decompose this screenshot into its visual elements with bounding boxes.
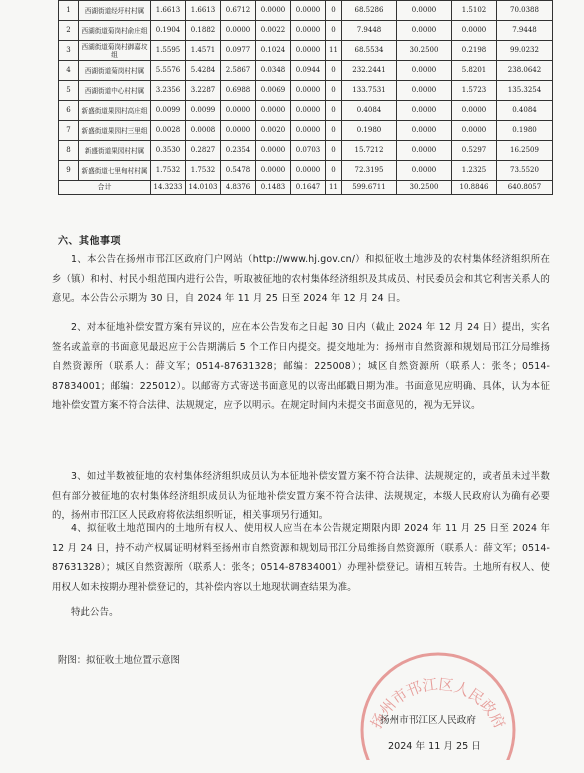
signature-date: 2024 年 11 月 25 日 [388, 741, 481, 752]
table-cell: 0.0000 [397, 81, 452, 101]
table-cell: 0.1980 [342, 121, 397, 141]
table-cell: 5.8201 [452, 61, 497, 81]
table-cell: 0.1882 [186, 21, 221, 41]
paragraph-4: 4、拟征收土地范围内的土地所有权人、使用权人应当在本公告规定期限内即 2024 年 11 月 25 日至 2024 年 12 月 24 日，持不动产权属证明材料至扬州市自然资源和规划局邗江分局维扬自然资源所（联系人：薛文军；0514-87631328）；城区自然资源所（联系人：张冬；0514-87834001）办理补偿登记。请相互转告。土地所有权人、使用权人如未按期办理补偿登记的，其补偿内容以土地现状调查结果为准。 [52, 523, 550, 593]
table-cell: 0.0028 [151, 121, 186, 141]
compensation-table [58, 0, 553, 195]
table-cell: 0.0000 [256, 141, 291, 161]
table-cell: 3.2356 [151, 81, 186, 101]
table-cell: 599.6711 [342, 181, 397, 195]
table-cell: 0 [326, 1, 342, 21]
table-cell: 0 [326, 141, 342, 161]
table-cell: 68.5286 [342, 1, 397, 21]
table-cell: 30.2500 [397, 181, 452, 195]
table-cell: 0.2198 [452, 41, 497, 61]
table-cell: 0.0008 [186, 121, 221, 141]
table-cell: 99.0232 [497, 41, 553, 61]
table-cell: 15.7212 [342, 141, 397, 161]
table-cell: 0.0000 [291, 161, 326, 181]
table-cell: 11 [326, 181, 342, 195]
table-cell: 0.0000 [397, 61, 452, 81]
table-cell: 0.0000 [291, 121, 326, 141]
table-cell: 0 [326, 21, 342, 41]
paragraph-3: 3、如过半数被征地的农村集体经济组织成员认为本征地补偿安置方案不符合法律、法规规定的，或者虽未过半数但有部分被征地的农村集体经济组织成员认为征地补偿安置方案不符合法律、法规规定，本级人民政府认为确有必要的，扬州市邗江区人民政府将依法组织听证，相关事项另行通知。 [52, 471, 550, 521]
table-cell: 0.1980 [497, 121, 553, 141]
signature-organization: 扬州市邗江区人民政府 [380, 715, 476, 726]
table-cell-location: 新盛街道果园村村属 [79, 141, 151, 161]
table-cell: 10.8846 [452, 181, 497, 195]
table-cell: 7.9448 [342, 21, 397, 41]
table-cell: 0.1647 [291, 181, 326, 195]
table-cell: 3 [59, 41, 79, 61]
table-cell: 0.1483 [256, 181, 291, 195]
table-cell: 14.3233 [151, 181, 186, 195]
paragraph-5: 特此公告。 [71, 607, 119, 618]
table-cell: 0.4084 [497, 101, 553, 121]
table-cell: 0.0000 [221, 121, 256, 141]
table-cell: 1.4571 [186, 41, 221, 61]
table-cell: 0.1904 [151, 21, 186, 41]
table-cell: 0.6712 [221, 1, 256, 21]
table-cell: 640.8057 [497, 181, 553, 195]
table-cell: 11 [326, 41, 342, 61]
table-cell: 0.0000 [256, 101, 291, 121]
table-cell: 0.0000 [397, 21, 452, 41]
table-cell: 232.2441 [342, 61, 397, 81]
table-cell: 0.0069 [256, 81, 291, 101]
table-cell: 0.0000 [291, 41, 326, 61]
table-cell-location: 西湖街道菊岗村俞庄组 [79, 21, 151, 41]
table-cell: 0.0944 [291, 61, 326, 81]
table-row [59, 161, 553, 181]
table-cell: 238.0642 [497, 61, 553, 81]
table-cell: 0 [326, 161, 342, 181]
table-cell-location: 西湖街道中心村村属 [79, 81, 151, 101]
table-cell: 2 [59, 21, 79, 41]
table-cell: 1 [59, 1, 79, 21]
table-total-label: 合计 [59, 181, 151, 195]
table-cell: 0 [326, 61, 342, 81]
table-row [59, 141, 553, 161]
table-cell: 0.0000 [291, 81, 326, 101]
table-cell: 0.0000 [291, 1, 326, 21]
table-cell: 0.0000 [291, 21, 326, 41]
table-row [59, 101, 553, 121]
table-cell: 1.6613 [151, 1, 186, 21]
seal-text: 扬州市邗江区人民政府 [367, 675, 509, 732]
table-cell: 0.0000 [452, 101, 497, 121]
table-cell: 73.5520 [497, 161, 553, 181]
table-cell: 9 [59, 161, 79, 181]
table-cell: 0 [326, 101, 342, 121]
table-cell: 1.6613 [186, 1, 221, 21]
table-cell: 3.2287 [186, 81, 221, 101]
table-cell: 0.0000 [256, 161, 291, 181]
table-cell: 135.3254 [497, 81, 553, 101]
table-cell: 1.5102 [452, 1, 497, 21]
table-cell: 6 [59, 101, 79, 121]
compensation-table-wrapper [58, 0, 552, 195]
table-cell-location: 新盛街道果园村高庄组 [79, 101, 151, 121]
table-cell: 5.5576 [151, 61, 186, 81]
table-cell: 0.2354 [221, 141, 256, 161]
table-cell: 0.0000 [452, 21, 497, 41]
table-total-row [59, 181, 553, 195]
table-cell-location: 新盛街道果园村三里组 [79, 121, 151, 141]
table-cell: 4 [59, 61, 79, 81]
table-cell: 7 [59, 121, 79, 141]
table-cell-location: 西湖街道经圩村村属 [79, 1, 151, 21]
section-heading: 六、其他事项 [58, 236, 121, 247]
table-cell: 0.0977 [221, 41, 256, 61]
table-cell: 0.0020 [256, 121, 291, 141]
table-cell: 70.0388 [497, 1, 553, 21]
table-cell: 0.0022 [256, 21, 291, 41]
table-cell-location: 西湖街道菊岗村御嘉坟组 [79, 41, 151, 61]
attachment-note: 附图：拟征收土地位置示意图 [58, 655, 180, 666]
table-row [59, 121, 553, 141]
table-cell: 0.0000 [397, 121, 452, 141]
table-cell-location: 西湖街道菊岗村村属 [79, 61, 151, 81]
table-row [59, 81, 553, 101]
table-body [59, 1, 553, 195]
table-cell: 0.0000 [291, 101, 326, 121]
table-cell: 133.7531 [342, 81, 397, 101]
table-cell: 0.3530 [151, 141, 186, 161]
table-row [59, 21, 553, 41]
table-cell: 72.3195 [342, 161, 397, 181]
table-cell: 0.0099 [151, 101, 186, 121]
table-cell: 0.0000 [256, 1, 291, 21]
table-cell: 0.0099 [186, 101, 221, 121]
table-cell: 30.2500 [397, 41, 452, 61]
table-cell: 1.5723 [452, 81, 497, 101]
table-cell: 0.0000 [397, 141, 452, 161]
table-row [59, 41, 553, 61]
table-cell: 1.2325 [452, 161, 497, 181]
table-cell: 0.6988 [221, 81, 256, 101]
table-cell: 0.0000 [221, 101, 256, 121]
table-cell: 0.0000 [397, 161, 452, 181]
table-cell: 0.2827 [186, 141, 221, 161]
table-cell: 0.0000 [452, 121, 497, 141]
table-cell: 1.7532 [151, 161, 186, 181]
table-cell: 0 [326, 81, 342, 101]
paragraph-1: 1、本公告在扬州市邗江区政府门户网站（http://www.hj.gov.cn/）和拟征收土地涉及的农村集体经济组织所在乡（镇）和村、村民小组范围内进行公告，听取被征地的农村集体经济组织及其成员、村民委员会和其它利害关系人的意见。本公告公示期为 30 日，自 2024 年 11 月 25 日至 2024 年 12 月 24 日。 [52, 254, 550, 304]
table-cell: 8 [59, 141, 79, 161]
table-cell: 2.5867 [221, 61, 256, 81]
table-cell: 5 [59, 81, 79, 101]
table-cell: 5.4284 [186, 61, 221, 81]
table-cell: 16.2509 [497, 141, 553, 161]
table-cell: 14.0103 [186, 181, 221, 195]
table-cell: 68.5534 [342, 41, 397, 61]
table-row [59, 61, 553, 81]
table-cell-location: 新盛街道七里甸村村属 [79, 161, 151, 181]
table-cell: 7.9448 [497, 21, 553, 41]
table-cell: 0.0000 [397, 1, 452, 21]
table-cell: 1.7532 [186, 161, 221, 181]
table-cell: 0.5297 [452, 141, 497, 161]
table-row [59, 1, 553, 21]
table-cell: 4.8376 [221, 181, 256, 195]
table-cell: 1.5595 [151, 41, 186, 61]
table-cell: 0.0703 [291, 141, 326, 161]
table-cell: 0.0000 [221, 21, 256, 41]
table-cell: 0 [326, 121, 342, 141]
table-cell: 0.5478 [221, 161, 256, 181]
paragraph-2: 2、对本征地补偿安置方案有异议的，应在本公告发布之日起 30 日内（截止 2024 年 12 月 24 日）提出，实名签名或盖章的书面意见最迟应于公告期满后 5 个工作日内提交。提交地址为：扬州市自然资源和规划局邗江分局维扬自然资源所（联系人：薛文军；0514-87631328；邮编：225008）；城区自然资源所（联系人：张冬；0514-87834001；邮编：225012）。以邮寄方式寄送书面意见的以寄出邮戳日期为准。书面意见应明确、具体，认为本征地补偿安置方案不符合法律、法规规定，应予以明示。在规定时间内未提交书面意见的，视为无异议。 [52, 322, 550, 411]
table-cell: 0.4084 [342, 101, 397, 121]
table-cell: 0.0348 [256, 61, 291, 81]
table-cell: 0.1024 [256, 41, 291, 61]
table-cell: 0.0000 [397, 101, 452, 121]
